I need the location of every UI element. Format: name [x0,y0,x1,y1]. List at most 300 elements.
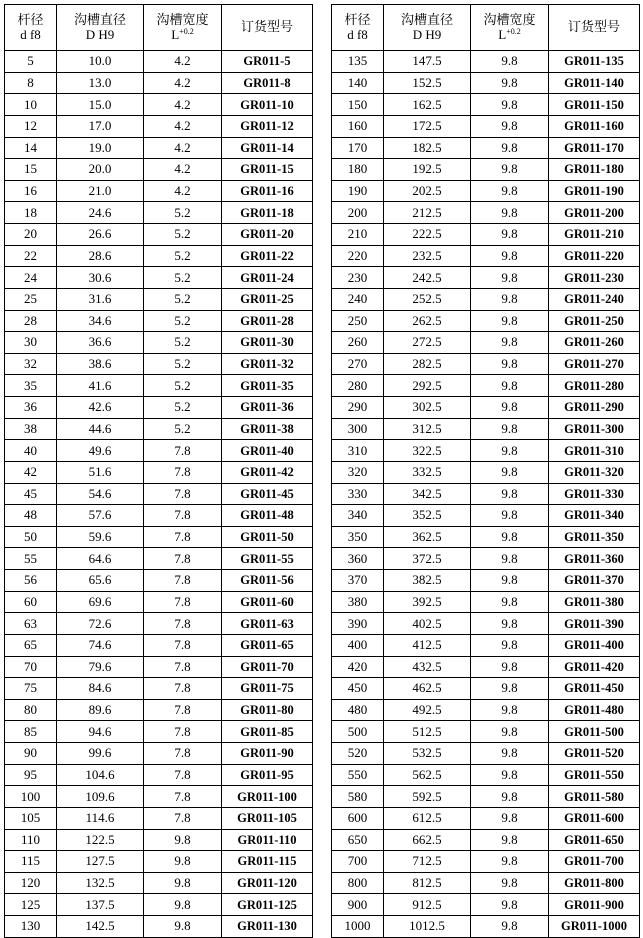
cell-order-model: GR011-400 [549,634,640,656]
cell-rod-diameter: 240 [332,288,384,310]
cell-rod-diameter: 45 [5,483,57,505]
cell-order-model: GR011-30 [222,332,313,354]
cell-order-model: GR011-85 [222,721,313,743]
table-row [332,288,640,310]
cell-rod-diameter: 14 [5,137,57,159]
cell-order-model: GR011-310 [549,440,640,462]
cell-groove-diameter: 162.5 [384,94,471,116]
cell-groove-diameter: 312.5 [384,418,471,440]
cell-order-model: GR011-240 [549,288,640,310]
cell-groove-width: 9.8 [471,353,549,375]
cell-groove-diameter: 562.5 [384,764,471,786]
table-row [5,699,313,721]
cell-order-model: GR011-45 [222,483,313,505]
cell-order-model: GR011-580 [549,786,640,808]
cell-groove-width: 7.8 [144,526,222,548]
cell-order-model: GR011-12 [222,115,313,137]
cell-order-model: GR011-380 [549,591,640,613]
cell-rod-diameter: 160 [332,115,384,137]
cell-groove-width: 7.8 [144,807,222,829]
cell-groove-width: 9.8 [471,916,549,938]
header-rod-diameter-label: 杆径 [17,12,44,28]
header-rod-diameter [332,5,384,51]
cell-order-model: GR011-48 [222,505,313,527]
cell-rod-diameter: 650 [332,829,384,851]
cell-groove-diameter: 41.6 [57,375,144,397]
table-row [5,267,313,289]
cell-order-model: GR011-230 [549,267,640,289]
cell-rod-diameter: 16 [5,180,57,202]
cell-order-model: GR011-60 [222,591,313,613]
cell-groove-width: 5.2 [144,332,222,354]
cell-rod-diameter: 20 [5,224,57,246]
cell-groove-width: 9.8 [471,94,549,116]
table-row [5,548,313,570]
table-row [332,872,640,894]
table-row [332,224,640,246]
cell-groove-diameter: 612.5 [384,807,471,829]
cell-rod-diameter: 32 [5,353,57,375]
cell-order-model: GR011-900 [549,894,640,916]
cell-groove-width: 9.8 [471,829,549,851]
cell-rod-diameter: 110 [5,829,57,851]
cell-groove-diameter: 392.5 [384,591,471,613]
table-row [332,721,640,743]
header-groove-diameter-label: 沟槽直径 [400,12,453,28]
cell-groove-diameter: 132.5 [57,872,144,894]
table-row [5,375,313,397]
cell-groove-diameter: 10.0 [57,51,144,73]
cell-rod-diameter: 70 [5,656,57,678]
table-row [332,505,640,527]
table-row [332,375,640,397]
cell-groove-width: 9.8 [144,894,222,916]
header-groove-width-tolerance: +0.2 [179,26,194,36]
cell-groove-diameter: 462.5 [384,678,471,700]
cell-groove-width: 7.8 [144,743,222,765]
cell-groove-diameter: 252.5 [384,288,471,310]
cell-rod-diameter: 8 [5,72,57,94]
cell-order-model: GR011-24 [222,267,313,289]
cell-groove-diameter: 182.5 [384,137,471,159]
cell-groove-width: 7.8 [144,678,222,700]
cell-groove-diameter: 362.5 [384,526,471,548]
cell-groove-width: 4.2 [144,115,222,137]
cell-groove-diameter: 15.0 [57,94,144,116]
cell-order-model: GR011-18 [222,202,313,224]
cell-groove-diameter: 262.5 [384,310,471,332]
table-row [5,288,313,310]
header-groove-diameter [57,5,144,51]
cell-rod-diameter: 48 [5,505,57,527]
cell-groove-diameter: 282.5 [384,353,471,375]
cell-groove-diameter: 34.6 [57,310,144,332]
cell-groove-diameter: 28.6 [57,245,144,267]
cell-groove-width: 4.2 [144,72,222,94]
cell-groove-diameter: 74.6 [57,634,144,656]
cell-order-model: GR011-220 [549,245,640,267]
cell-rod-diameter: 350 [332,526,384,548]
cell-rod-diameter: 200 [332,202,384,224]
cell-groove-diameter: 512.5 [384,721,471,743]
cell-groove-diameter: 49.6 [57,440,144,462]
table-row [332,764,640,786]
table-row [332,851,640,873]
table-row [332,916,640,938]
cell-order-model: GR011-480 [549,699,640,721]
cell-groove-diameter: 72.6 [57,613,144,635]
table-row [5,115,313,137]
table-row [332,548,640,570]
table-row [332,894,640,916]
cell-groove-width: 9.8 [471,548,549,570]
table-row [332,461,640,483]
cell-order-model: GR011-5 [222,51,313,73]
cell-order-model: GR011-14 [222,137,313,159]
cell-rod-diameter: 38 [5,418,57,440]
cell-order-model: GR011-250 [549,310,640,332]
cell-rod-diameter: 63 [5,613,57,635]
cell-groove-width: 7.8 [144,440,222,462]
cell-rod-diameter: 580 [332,786,384,808]
table-row [5,743,313,765]
cell-rod-diameter: 75 [5,678,57,700]
cell-order-model: GR011-115 [222,851,313,873]
cell-order-model: GR011-420 [549,656,640,678]
cell-order-model: GR011-75 [222,678,313,700]
cell-groove-width: 9.8 [471,570,549,592]
cell-groove-diameter: 412.5 [384,634,471,656]
table-row [332,526,640,548]
cell-rod-diameter: 22 [5,245,57,267]
cell-order-model: GR011-550 [549,764,640,786]
table-row [332,180,640,202]
header-order-model [549,5,640,51]
cell-groove-diameter: 24.6 [57,202,144,224]
header-groove-width-symbol: L [171,26,180,42]
cell-rod-diameter: 360 [332,548,384,570]
table-row [332,829,640,851]
cell-groove-diameter: 21.0 [57,180,144,202]
cell-groove-diameter: 31.6 [57,288,144,310]
cell-order-model: GR011-210 [549,224,640,246]
cell-rod-diameter: 15 [5,159,57,181]
spec-table-right [331,4,640,938]
cell-order-model: GR011-65 [222,634,313,656]
cell-groove-diameter: 99.6 [57,743,144,765]
cell-rod-diameter: 100 [5,786,57,808]
cell-groove-diameter: 20.0 [57,159,144,181]
cell-groove-width: 9.8 [471,894,549,916]
cell-rod-diameter: 40 [5,440,57,462]
cell-rod-diameter: 250 [332,310,384,332]
cell-rod-diameter: 260 [332,332,384,354]
table-row [5,807,313,829]
cell-groove-diameter: 137.5 [57,894,144,916]
cell-groove-diameter: 592.5 [384,786,471,808]
cell-groove-width: 9.8 [471,310,549,332]
cell-order-model: GR011-370 [549,570,640,592]
table-row [5,613,313,635]
header-order-model [222,5,313,51]
table-row [332,786,640,808]
cell-rod-diameter: 1000 [332,916,384,938]
cell-rod-diameter: 310 [332,440,384,462]
cell-groove-diameter: 662.5 [384,829,471,851]
cell-groove-diameter: 114.6 [57,807,144,829]
cell-groove-diameter: 532.5 [384,743,471,765]
cell-rod-diameter: 65 [5,634,57,656]
cell-rod-diameter: 900 [332,894,384,916]
cell-rod-diameter: 55 [5,548,57,570]
cell-rod-diameter: 42 [5,461,57,483]
cell-order-model: GR011-290 [549,397,640,419]
table-row [5,505,313,527]
cell-rod-diameter: 80 [5,699,57,721]
cell-order-model: GR011-170 [549,137,640,159]
cell-rod-diameter: 320 [332,461,384,483]
table-row [332,807,640,829]
cell-groove-diameter: 712.5 [384,851,471,873]
cell-rod-diameter: 220 [332,245,384,267]
cell-rod-diameter: 330 [332,483,384,505]
cell-groove-width: 9.8 [471,202,549,224]
table-row [332,656,640,678]
cell-groove-diameter: 30.6 [57,267,144,289]
cell-groove-width: 7.8 [144,656,222,678]
cell-groove-width: 9.8 [471,591,549,613]
cell-order-model: GR011-35 [222,375,313,397]
cell-groove-width: 7.8 [144,764,222,786]
cell-groove-diameter: 13.0 [57,72,144,94]
cell-groove-diameter: 812.5 [384,872,471,894]
cell-order-model: GR011-450 [549,678,640,700]
cell-groove-width: 4.2 [144,159,222,181]
header-rod-diameter-label: 杆径 [344,12,371,28]
cell-order-model: GR011-38 [222,418,313,440]
cell-groove-diameter: 69.6 [57,591,144,613]
cell-groove-width: 9.8 [471,764,549,786]
table-row [5,202,313,224]
cell-groove-diameter: 17.0 [57,115,144,137]
cell-groove-diameter: 59.6 [57,526,144,548]
table-row [332,137,640,159]
cell-groove-width: 7.8 [144,483,222,505]
cell-order-model: GR011-125 [222,894,313,916]
cell-groove-diameter: 352.5 [384,505,471,527]
cell-groove-width: 4.2 [144,94,222,116]
cell-groove-width: 9.8 [144,872,222,894]
table-row [5,721,313,743]
cell-groove-width: 5.2 [144,245,222,267]
cell-order-model: GR011-200 [549,202,640,224]
table-row [332,159,640,181]
table-row [332,440,640,462]
cell-groove-diameter: 492.5 [384,699,471,721]
cell-groove-width: 9.8 [471,180,549,202]
cell-order-model: GR011-260 [549,332,640,354]
cell-rod-diameter: 105 [5,807,57,829]
cell-rod-diameter: 380 [332,591,384,613]
cell-rod-diameter: 60 [5,591,57,613]
table-row [5,894,313,916]
cell-order-model: GR011-600 [549,807,640,829]
cell-groove-diameter: 65.6 [57,570,144,592]
table-row [5,332,313,354]
table-row [5,829,313,851]
header-groove-diameter-tolerance: D H9 [412,26,442,42]
table-row [332,418,640,440]
cell-groove-width: 9.8 [471,786,549,808]
cell-groove-diameter: 36.6 [57,332,144,354]
cell-rod-diameter: 180 [332,159,384,181]
cell-groove-width: 9.8 [471,159,549,181]
cell-groove-diameter: 172.5 [384,115,471,137]
cell-rod-diameter: 420 [332,656,384,678]
table-row [332,353,640,375]
cell-order-model: GR011-28 [222,310,313,332]
cell-groove-width: 9.8 [471,267,549,289]
cell-order-model: GR011-1000 [549,916,640,938]
cell-order-model: GR011-32 [222,353,313,375]
table-row [5,872,313,894]
table-row [332,72,640,94]
cell-groove-width: 9.8 [471,332,549,354]
cell-rod-diameter: 480 [332,699,384,721]
cell-groove-width: 4.2 [144,137,222,159]
cell-groove-width: 9.8 [471,375,549,397]
cell-rod-diameter: 130 [5,916,57,938]
header-groove-width-tolerance: +0.2 [506,26,521,36]
cell-groove-width: 9.8 [471,634,549,656]
table-row [332,743,640,765]
cell-groove-diameter: 292.5 [384,375,471,397]
table-row [332,245,640,267]
cell-rod-diameter: 95 [5,764,57,786]
cell-groove-diameter: 402.5 [384,613,471,635]
cell-rod-diameter: 115 [5,851,57,873]
cell-groove-diameter: 51.6 [57,461,144,483]
cell-order-model: GR011-500 [549,721,640,743]
cell-groove-diameter: 382.5 [384,570,471,592]
cell-groove-width: 5.2 [144,224,222,246]
cell-groove-width: 9.8 [471,656,549,678]
table-row [332,699,640,721]
cell-order-model: GR011-36 [222,397,313,419]
cell-groove-diameter: 64.6 [57,548,144,570]
cell-rod-diameter: 450 [332,678,384,700]
cell-rod-diameter: 25 [5,288,57,310]
cell-groove-width: 4.2 [144,51,222,73]
cell-groove-diameter: 109.6 [57,786,144,808]
cell-groove-width: 9.8 [471,137,549,159]
table-row [332,678,640,700]
cell-order-model: GR011-280 [549,375,640,397]
cell-groove-diameter: 302.5 [384,397,471,419]
table-header-row [332,5,640,51]
header-groove-width-label: 沟槽宽度 [483,12,536,28]
cell-rod-diameter: 600 [332,807,384,829]
cell-rod-diameter: 390 [332,613,384,635]
table-row [332,397,640,419]
table-row [332,115,640,137]
table-row [5,159,313,181]
cell-groove-diameter: 19.0 [57,137,144,159]
cell-groove-diameter: 104.6 [57,764,144,786]
table-row [332,591,640,613]
cell-groove-width: 7.8 [144,591,222,613]
cell-groove-diameter: 142.5 [57,916,144,938]
cell-groove-width: 9.8 [471,872,549,894]
table-body-left [5,51,313,938]
cell-order-model: GR011-55 [222,548,313,570]
cell-groove-width: 5.2 [144,397,222,419]
table-row [5,51,313,73]
cell-rod-diameter: 340 [332,505,384,527]
table-row [332,202,640,224]
cell-order-model: GR011-20 [222,224,313,246]
cell-order-model: GR011-135 [549,51,640,73]
cell-order-model: GR011-8 [222,72,313,94]
cell-rod-diameter: 520 [332,743,384,765]
cell-groove-diameter: 127.5 [57,851,144,873]
cell-groove-width: 9.8 [471,224,549,246]
table-row [5,656,313,678]
cell-groove-diameter: 192.5 [384,159,471,181]
table-row [5,353,313,375]
cell-order-model: GR011-10 [222,94,313,116]
cell-order-model: GR011-350 [549,526,640,548]
cell-groove-width: 5.2 [144,375,222,397]
cell-groove-diameter: 332.5 [384,461,471,483]
table-row [332,634,640,656]
cell-order-model: GR011-80 [222,699,313,721]
cell-rod-diameter: 280 [332,375,384,397]
header-groove-width-label: 沟槽宽度 [156,12,209,28]
header-groove-diameter-tolerance: D H9 [85,26,115,42]
table-row [332,332,640,354]
cell-rod-diameter: 35 [5,375,57,397]
cell-groove-diameter: 242.5 [384,267,471,289]
cell-order-model: GR011-320 [549,461,640,483]
cell-rod-diameter: 135 [332,51,384,73]
header-groove-width-symbol: L [498,26,507,42]
cell-order-model: GR011-70 [222,656,313,678]
header-groove-diameter [384,5,471,51]
cell-rod-diameter: 270 [332,353,384,375]
cell-order-model: GR011-800 [549,872,640,894]
cell-rod-diameter: 50 [5,526,57,548]
cell-groove-diameter: 912.5 [384,894,471,916]
cell-rod-diameter: 120 [5,872,57,894]
cell-groove-width: 9.8 [471,526,549,548]
cell-order-model: GR011-270 [549,353,640,375]
cell-groove-diameter: 202.5 [384,180,471,202]
header-rod-diameter [5,5,57,51]
cell-rod-diameter: 12 [5,115,57,137]
cell-order-model: GR011-390 [549,613,640,635]
cell-order-model: GR011-140 [549,72,640,94]
cell-groove-diameter: 122.5 [57,829,144,851]
cell-groove-diameter: 26.6 [57,224,144,246]
table-row [332,310,640,332]
cell-rod-diameter: 90 [5,743,57,765]
cell-groove-width: 9.8 [471,397,549,419]
table-row [5,851,313,873]
table-row [5,634,313,656]
cell-order-model: GR011-340 [549,505,640,527]
table-row [5,72,313,94]
